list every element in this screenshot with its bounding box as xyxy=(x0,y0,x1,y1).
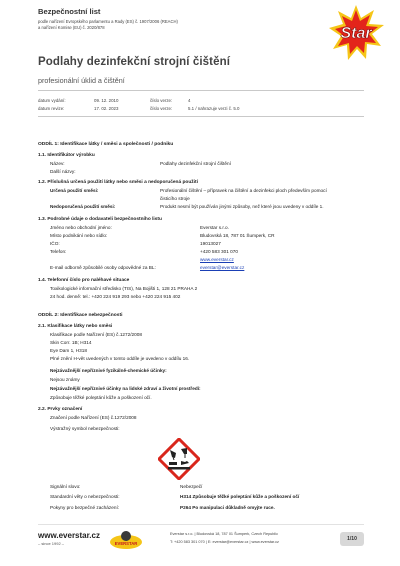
document-type: Bezpečnostní list xyxy=(38,7,101,16)
phone-value: +420 583 301 070 xyxy=(200,249,238,254)
product-name-value: Podlahy dezinfekční strojní čištění xyxy=(160,161,231,166)
version-number: 4 xyxy=(188,98,191,103)
precaution-label: Pokyny pro bezpečné zacházení: xyxy=(50,505,120,510)
replaces-label: číslo verze: xyxy=(150,106,173,111)
footer-website[interactable]: www.everstar.cz xyxy=(38,531,100,540)
physchem-value: Nejsou známy xyxy=(50,377,80,382)
pictogram-label: Výstražný symbol nebezpečnosti: xyxy=(50,426,120,431)
everstar-badge xyxy=(108,529,144,551)
classification-note: Plné znění H-vět uvedených v tomto oddíle je uvedeno v oddílu 16. xyxy=(50,356,190,361)
regulation-line-1: podle nařízení Evropského parlamentu a Rady (ES) č. 1907/2006 (REACH) xyxy=(38,19,178,24)
other-names-label: Další názvy: xyxy=(50,169,76,174)
ghs05-corrosion-icon xyxy=(158,438,200,480)
section-1-heading: ODDÍL 1: Identifikace látky / směsi a společnosti / podniku xyxy=(38,142,174,147)
intended-use-value-cont: čisticího stroje xyxy=(160,196,190,201)
issue-date: 09. 12. 2010 xyxy=(94,98,119,103)
star-logo xyxy=(326,3,386,63)
divider xyxy=(38,90,364,91)
brand-wordmark: Star xyxy=(340,25,372,42)
supplier-name: Everstar s.r.o. xyxy=(200,225,229,230)
product-subtitle: profesionální úklid a čištění xyxy=(38,76,125,85)
classification-eye: Eye Dam 1, H318 xyxy=(50,348,87,353)
subsection-1-1: 1.1. Identifikátor výrobku xyxy=(38,153,95,158)
revision-date: 17. 02. 2023 xyxy=(94,106,119,111)
supplier-address: Bludovská 18, 787 01 Šumperk, CR xyxy=(200,233,275,238)
divider xyxy=(38,116,364,117)
intended-use-value: Profesionální čištění – přípravek na čištění a dezinfekci ploch především pomocí xyxy=(160,188,327,193)
revision-date-label: datum revize: xyxy=(38,106,65,111)
version-label: číslo verze: xyxy=(150,98,173,103)
address-label: Místo podnikání nebo sídlo: xyxy=(50,233,108,238)
ico-value: 19013027 xyxy=(200,241,221,246)
subsection-2-1: 2.1. Klasifikace látky nebo směsi xyxy=(38,324,113,329)
intended-use-label: Určená použití směsi: xyxy=(50,188,99,193)
physchem-heading: Nejzávažnější nepříznivé fyzikálně-chemické účinky: xyxy=(50,368,167,373)
hazard-statements-label: Standardní věty o nebezpečnosti: xyxy=(50,494,120,499)
supplier-name-label: Jméno nebo obchodní jméno: xyxy=(50,225,112,230)
product-name-label: Název: xyxy=(50,161,65,166)
hazard-statements-value: H314 Způsobuje těžké poleptání kůže a poškození očí xyxy=(180,494,300,499)
footer-since: – since 1992 – xyxy=(38,541,65,546)
badge-wordmark: EVERSTAR xyxy=(114,541,138,546)
email-link[interactable]: everstar@everstar.cz xyxy=(200,265,245,270)
ico-label: IČO: xyxy=(50,241,60,246)
issue-date-label: datum vydání: xyxy=(38,98,66,103)
labelling-regulation: Značení podle Nařízení (ES) č.1272/2008 xyxy=(50,415,137,420)
emergency-line-2: 24 hod. denně: tel.: +420 224 919 293 nebo +420 224 915 402 xyxy=(50,294,181,299)
health-heading: Nejzávažnější nepříznivé účinky na lidské zdraví a životní prostředí: xyxy=(50,386,201,391)
emergency-line-1: Toxikologické informační středisko (TIS), Na Bojišti 1, 128 21 PRAHA 2 xyxy=(50,286,198,291)
regulation-line-2: a nařízení Komise (EU) č. 2020/878 xyxy=(38,25,105,30)
page-number: 1/10 xyxy=(347,536,357,542)
product-title: Podlahy dezinfekční strojní čištění xyxy=(38,56,231,68)
signal-word-label: Signální slovo: xyxy=(50,484,81,489)
health-value: Způsobuje těžké poleptání kůže a poškození očí. xyxy=(50,395,152,400)
classification-regulation: Klasifikace podle Nařízení (ES) č.1272/2008 xyxy=(50,332,142,337)
footer-divider xyxy=(38,524,364,525)
section-2-heading: ODDÍL 2: Identifikace nebezpečnosti xyxy=(38,313,123,318)
not-recommended-value: Produkt nesmí být používán jinými způsoby, než které jsou uvedeny v oddíle 1. xyxy=(160,204,324,209)
footer-contact: T: +420 583 301 070 | E: everstar@everstar.cz | www.everstar.cz xyxy=(170,540,279,544)
website-link[interactable]: www.everstar.cz xyxy=(200,257,234,262)
subsection-1-2: 1.2. Příslušná určená použití látky nebo směsi a nedoporučená použití xyxy=(38,180,198,185)
subsection-1-4: 1.4. Telefonní číslo pro naléhavé situace xyxy=(38,278,130,283)
email-label: E-mail odborně způsobilé osoby odpovědné za BL: xyxy=(50,265,156,270)
replaces-version: 5.1 / nahrazuje verzi č. 5.0 xyxy=(188,106,240,111)
subsection-2-2: 2.2. Prvky označení xyxy=(38,407,83,412)
subsection-1-3: 1.3. Podrobné údaje o dodavateli bezpečnostního listu xyxy=(38,217,162,222)
signal-word-value: Nebezpečí xyxy=(180,484,203,489)
page-number-badge xyxy=(340,532,364,546)
phone-label: Telefon: xyxy=(50,249,67,254)
precaution-value: P264 Po manipulaci důkladně omyjte ruce. xyxy=(180,505,275,510)
not-recommended-label: Nedoporučená použití směsi: xyxy=(50,204,116,209)
footer-address: Everstar s.r.o. | Bludovská 18, 787 01 Šumperk, Czech Republic xyxy=(170,532,278,536)
classification-skin: Skin Corr. 1B; H314 xyxy=(50,340,92,345)
